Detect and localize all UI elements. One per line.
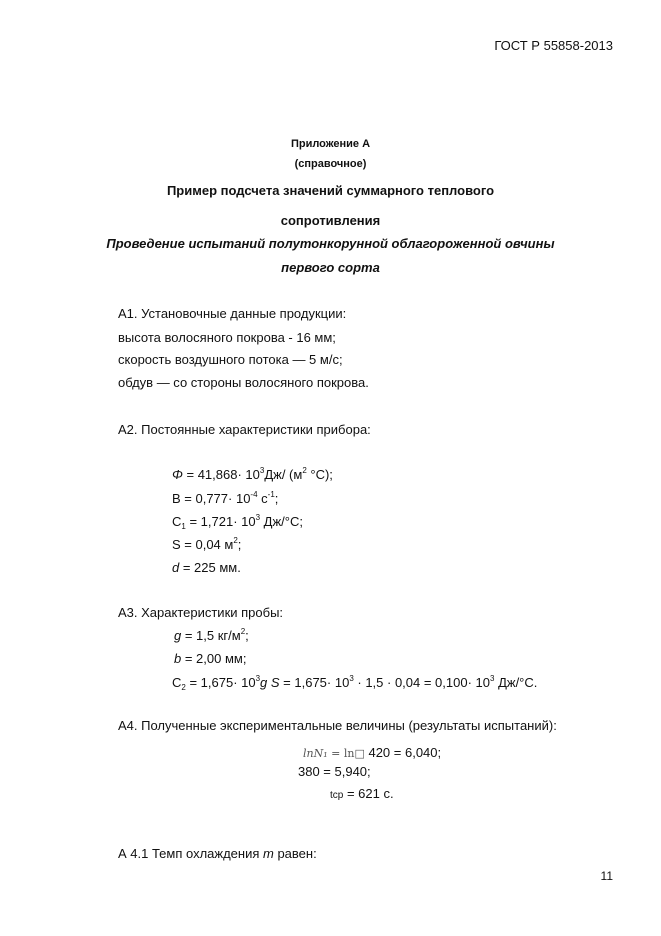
formula-g: g = 1,5 $кг/м^2$; [174,627,249,643]
section-a1-title: А1. Установочные данные продукции: [118,306,347,321]
formula-phi: $\Phi = 41,868\cdot 10^3Дж/$ ($м^2$ °C); [172,466,333,482]
formula-ln-n1: lnN₁ = ln□ 420 = 6,040; [303,745,442,760]
appendix-heading-line1: Пример подсчета значений суммарного теплового [166,183,495,198]
page-number: 11 [600,869,613,883]
a1-line: скорость воздушного потока — 5 м/с; [118,352,343,367]
section-a41-title: А 4.1 Темп охлаждения m равен: [118,846,317,861]
formula-b-thickness: b = 2,00 мм; [174,651,247,666]
ln-n1-symbol: lnN₁ [303,747,328,760]
appendix-heading-line2: сопротивления [280,213,381,228]
formula-c1: $С_1 = 1,721\cdot 10^3$ Дж/°С; [172,513,303,531]
a1-line: высота волосяного покрова - 16 мм; [118,330,336,345]
phi-symbol: Φ [172,467,183,482]
appendix-title: Приложение А [290,138,371,150]
formula-c2: $С_2 = 1,675\cdot 10^3g$ $S = 1,675\cdot 10^3 \cdot 1,5 \cdot 0,04 = 0,100\cdot 10^3$ Дж/°С. [172,674,538,692]
formula-tcp: tср = 621 с. [330,786,394,801]
appendix-subheading-line1: Проведение испытаний полутонкорунной облагороженной овчины [106,236,555,251]
formula-ln-n2-result: 380 = 5,940; [298,764,371,779]
formula-b: $В = 0,777\cdot 10^{-4}$ $с^{-1}$; [172,490,279,506]
appendix-subheading-line2: первого сорта [281,260,380,275]
formula-d: d = 225 мм. [172,560,241,575]
formula-s: S = 0,04 $м^2$; [172,536,242,552]
section-a3-title: А3. Характеристики пробы: [118,605,284,620]
appendix-type: (справочное) [294,158,367,170]
a1-line: обдув — со стороны волосяного покрова. [118,375,369,390]
document-code: ГОСТ Р 55858-2013 [494,38,613,53]
section-a4-title: А4. Полученные экспериментальные величины (результаты испытаний): [118,718,557,733]
section-a2-title: А2. Постоянные характеристики прибора: [118,422,371,437]
